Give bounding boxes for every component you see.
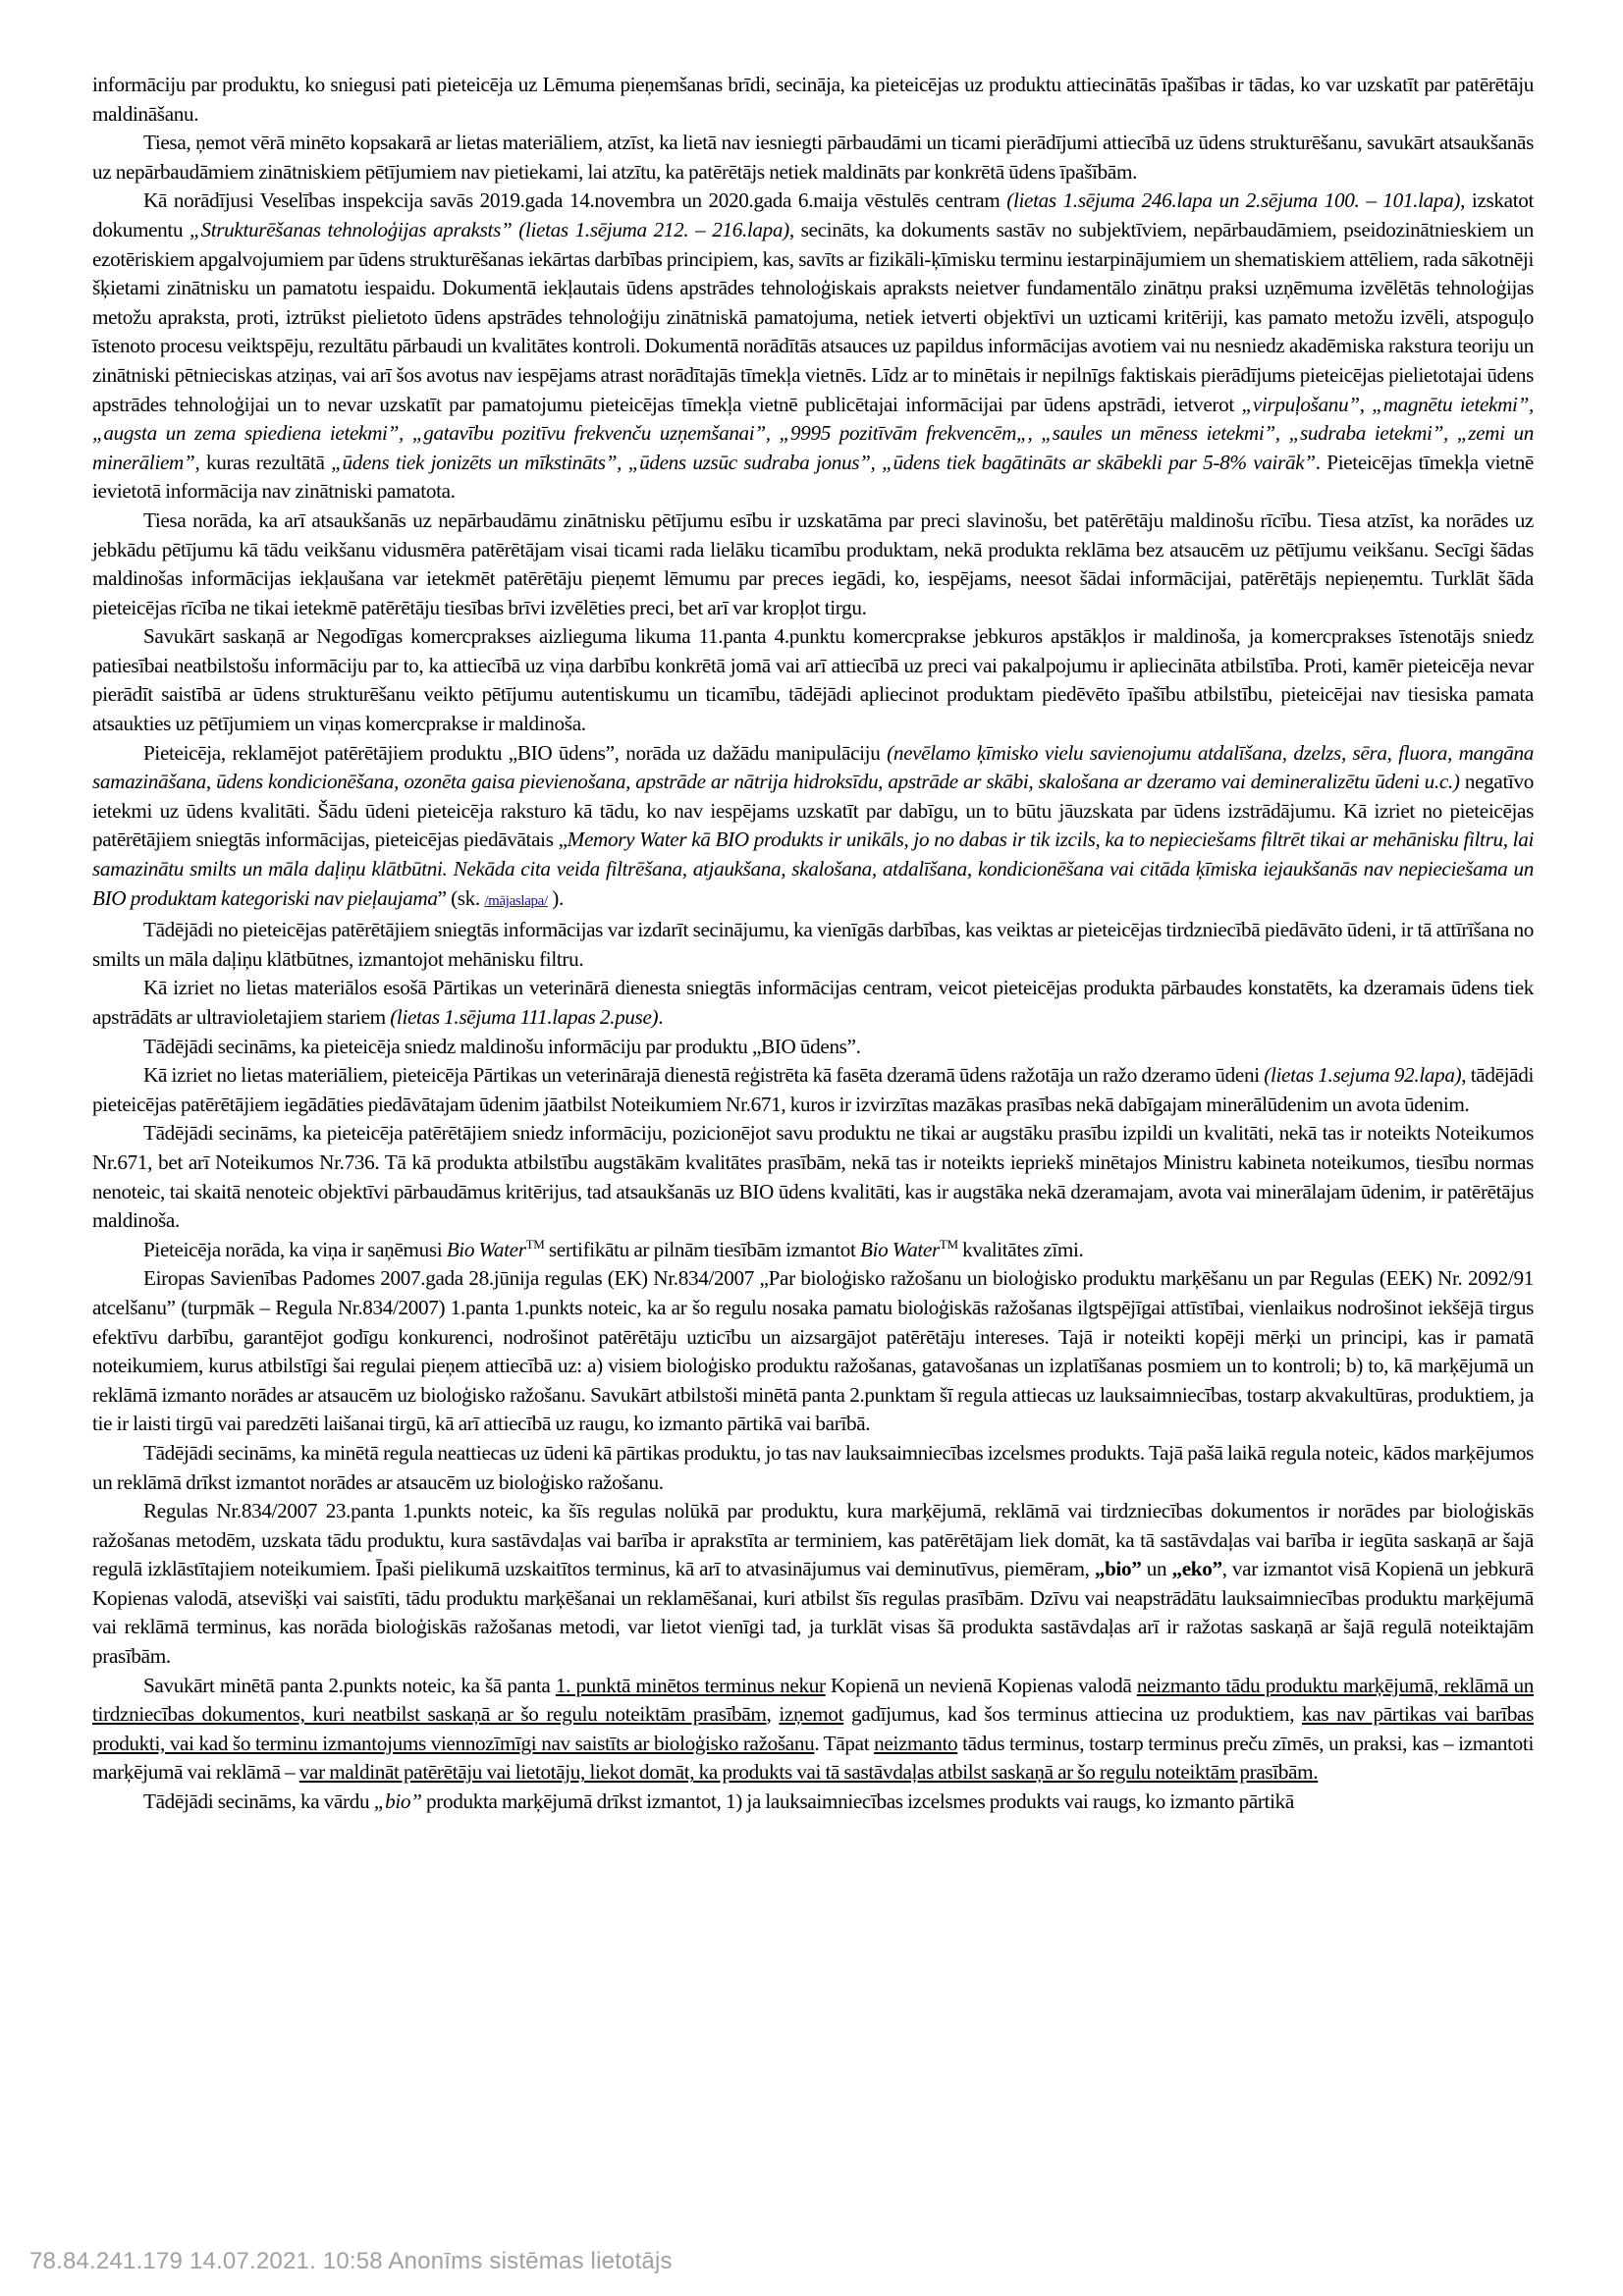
text-run: , var izmantot visā Kopienā un jebkurā Kopienas valodā, atsevišķi vai saistīti, tādu produktu marķēšanai un reklamēšanai, kuri atbilst šīs regulas prasībām. Dzīvu vai neapstrādātu lauksaimniecības produktu marķējumā vai reklāmā terminus, kas norāda bioloģiskās ražošanas metodi, var lietot vienīgi tad, ja turklāt visas šā produkta sastāvdaļas arī ir ražotas saskaņā ar šajā regulā noteiktajām prasībām. [92, 1557, 1534, 1669]
text-run: , kuras rezultātā [194, 450, 332, 474]
text-run: negatīvo ietekmi uz ūdens kvalitāti. Šādu ūdeni pieteicēja raksturo kā tādu, ko nav iespējams uzskatīt par dabīgu, un to būtu jāuzskata par ūdens izstrādājumu. Kā izriet no pieteicējas patērētājiem sniegtās informācijas, pieteicējas piedāvātais „ [92, 770, 1535, 852]
text-run: ). [547, 885, 564, 910]
text-run: ” (sk. [437, 885, 485, 910]
text-run: (lietas 1.sejuma 92.lapa) [1264, 1063, 1462, 1088]
text-run: Bio Water [446, 1237, 526, 1261]
text-run: TM [939, 1236, 958, 1252]
text-run: Kā izriet no lietas materiāliem, pieteicēja Pārtikas un veterinārajā dienestā reģistrēta kā fasēta dzeramā ūdens ražotāja un ražo dzeramo ūdeni [143, 1063, 1265, 1088]
text-run: Kā norādījusi Veselības inspekcija savās 2019.gada 14.novembra un 2020.gada 6.maija vēstulēs centram [143, 188, 1007, 213]
paragraph [92, 1236, 1534, 1265]
text-run: Tiesa norāda, ka arī atsaukšanās uz nepārbaudāmu zinātnisku pētījumu esību ir uzskatāma par preci slavinošu, bet patērētāju maldinošu rīcību. Tiesa atzīst, ka norādes uz jebkādu pētījumu kā tādu veikšanu vidusmēra patērētājam visai ticami rada lielāku ticamību produktam, nekā produkta reklāma bez atsaucēm uz pētījumu veikšanu. Secīgi šādas maldinošas informācijas iekļaušana var ietekmēt patērētāju pieņemt lēmumu par preces iegādi, ko, iespējams, neesot šādai informācijai, patērētājs nepieņemtu. Turklāt šāda pieteicējas rīcība ne tikai ietekmē patērētāju tiesības brīvi izvēlēties preci, bet arī var kropļot tirgu. [92, 507, 1534, 619]
text-run: . Pieteicējas tīmekļa vietnē ievietotā informācija nav zinātniski pamatota. [92, 450, 1534, 504]
paragraph [92, 739, 1534, 917]
text-run: Tādējādi secināms, ka minētā regula neattiecas uz ūdeni kā pārtikas produktu, jo tas nav lauksaimniecības izcelsmes produkts. Tajā pašā laikā regula noteic, kādos marķējumos un reklāmā drīkst izmantot norādes ar atsaucēm uz bioloģisko ražošanu. [92, 1440, 1534, 1494]
text-run: un [1141, 1557, 1172, 1581]
text-run: Kopienā un nevienā Kopienas valodā [825, 1673, 1137, 1697]
text-run: gadījumus, kad šos terminus attiecina uz produktiem, [843, 1702, 1303, 1727]
paragraph [92, 187, 1534, 507]
text-run: Regulas Nr.834/2007 23.panta 1.punkts noteic, ka šīs regulas nolūkā par produktu, kura marķējumā, reklāmā vai tirdzniecības dokumentos ir norādes par bioloģiskās ražošanas metodēm, uzskata tādu produktu, kura sastāvdaļas vai barība ir aprakstīta ar terminiem, kas patērētājam liek domāt, ka tā sastāvdaļas vai barība ir iegūta saskaņā ar šajā regulā izklāstītajiem noteikumiem. Īpaši pielikumā uzskaitītos terminus, kā arī to atvasinājumus vai deminutīvus, piemēram, [92, 1499, 1534, 1581]
text-run: Tādējādi secināms, ka pieteicēja sniedz maldinošu informāciju par produktu „BIO ūdens”. [143, 1034, 861, 1058]
paragraph [92, 1264, 1534, 1439]
text-run: Memory Water kā BIO produkts ir unikāls, jo no dabas ir tik izcils, ka to nepieciešams filtrēt tikai ar mehānisku filtru, lai samazinātu smilts un māla daļiņu klātbūtni. Nekāda cita veida filtrēšana, atjaukšana, skalošana, atdalīšana, kondicionēšana vai citāda ķīmiska iejaukšanās nav nepieciešama un BIO produktam kategoriski nav pieļaujama [92, 828, 1534, 910]
text-run: sertifikātu ar pilnām tiesībām izmantot [544, 1237, 860, 1261]
text-run: neizmanto tādu produktu marķējumā, reklāmā un tirdzniecības dokumentos, kuri neatbilst saskaņā ar šo regulu noteiktām prasībām [92, 1673, 1534, 1727]
text-run: „bio” [373, 1789, 422, 1814]
text-run: Tādējādi secināms, ka pieteicēja patērētājiem sniedz informāciju, pozicionējot savu produktu ne tikai ar augstāku prasību izpildi un kvalitāti, nekā tas ir noteikts Noteikumos Nr.671, bet arī Noteikumos Nr.736. Tā kā produkta atbilstību augstākām kvalitātes prasībām, nekā tas ir noteikts iepriekš minētajos Ministru kabineta noteikumos, tiesību normas nenotеic, tai skaitā nenoteic objektīvi pārbaudāmus kritērijus, tad atsaukšanās uz BIO ūdens kvalitāti, kas ir augstāka nekā dzeramajam, avota vai minerālajam ūdenim, ir patērētājus maldinoša. [92, 1121, 1534, 1233]
text-run: Pieteicēja, reklamējot patērētājiem produktu „BIO ūdens”, norāda uz dažādu manipulāciju [143, 740, 888, 765]
text-run: . [658, 1005, 664, 1029]
paragraph [92, 916, 1534, 974]
text-run: Tādējādi secināms, ka vārdu [143, 1789, 374, 1814]
text-run: „eko” [1171, 1557, 1222, 1581]
paragraph [92, 1439, 1534, 1497]
text-run: secināts, ka dokuments sastāv no subjektīviem, nepārbaudāmiem, pseidozinātnieskiem un ezotēriskiem apgalvojumiem par ūdens strukturēšanas iekārtas darbības principiem, kas, savīts ar fizikāli-ķīmisku terminu iestarpinājumiem un shematiskiem attēliem, rada sākotnēji šķietami zinātnisku un pamatotu iespaidu. Dokumentā iekļautais ūdens apstrādes tehnoloģiskais apraksts neietver fundamentālo zinātņu praksi uzņēmuma izvēlētās tehnoloģijas metožu apraksta, proti, iztrūkst pielietoto ūdens apstrādes tehnoloģiju zinātniskā pamatojuma, netiek ietverti objektīvi un uzticami kritēriji, kas pamato metožu izvēli, atspoguļo īstenoto procesu veiktspēju, rezultātu pārbaudi un kvalitātes kontroli. Dokumentā norādītās atsauces uz papildus informācijas avotiem vai nu nesniedz akadēmiska rakstura teoriju un zinātniski pētnieciskas atziņas, vai arī šos avotus nav iespējams atrast norādītajās tīmekļa vietnēs. Līdz ar to minētais ir nepilnīgs faktiskais pierādījums pieteicējas pielietotajai ūdens apstrādes tehnoloģijai un to nevar uzskatīt par pamatojumu pieteicējas tīmekļa vietnē publicētajai informācijai par ūdens apstrādi, ietverot [92, 217, 1534, 416]
paragraph [92, 507, 1534, 622]
text-run: kas nav pārtikas vai barības produkti, vai kad šo terminu izmantojums viennozīmīgi nav saistīts ar bioloģisko ražošanu [92, 1702, 1535, 1755]
text-run: , izskatot dokumentu [92, 188, 1535, 241]
text-run: Kā izriet no lietas materiālos esošā Pārtikas un veterinārā dienesta sniegtās informācijas centram, veicot pieteicējas produkta pārbaudes konstatēts, ka dzeramais ūdens tiek apstrādāts ar ultravioletajiem stariem [92, 976, 1534, 1029]
text-run: „bio” [1094, 1557, 1142, 1581]
paragraph [92, 1788, 1534, 1817]
text-run: „virpuļošanu”, „magnētu ietekmi”, „augsta un zema spiediena ietekmi”, „gatavību pozitīvu frekvenču uzņemšanai”, „9995 pozitīvām frekvencēm„, „saules un mēness ietekmi”, „sudraba ietekmi”, „zemi un minerāliem” [92, 392, 1534, 474]
text-run: „Strukturēšanas tehnoloģijas apraksts” (lietas 1.sējuma 212. – 216.lapa), [189, 217, 794, 241]
text-run: Tiesa, ņemot vērā minēto kopsakarā ar lietas materiāliem, atzīst, ka lietā nav iesniegti pārbaudāmi un ticami pierādījumi attiecībā uz ūdens strukturēšanu, savukārt atsaukšanās uz nepārbaudāmiem zinātniskiem pētījumiem nav pietiekami, lai atzītu, ka patērētājs netiek maldināts par konkrētā ūdens īpašībām. [92, 131, 1534, 184]
text-run: neizmanto [874, 1731, 958, 1755]
paragraph [92, 1672, 1534, 1788]
text-run: Eiropas Savienības Padomes 2007.gada 28.jūnija regulas (EK) Nr.834/2007 „Par bioloģisko ražošanu un bioloģisko produktu marķēšanu un par Regulas (EEK) Nr. 2092/91 atcelšanu” (turpmāk – Regula Nr.834/2007) 1.panta 1.punkts noteic, ka ar šo regulu nosaka pamatu bioloģiskās ražošanas ilgtspējīgai attīstībai, vienlaikus nodrošinot iekšējā tirgus efektīvu darbību, garantējot godīgu konkurenci, nodrošinot patērētāju uzticību un aizsargājot patērētāju intereses. Tajā ir noteikti kopēji mērķi un principi, kas ir pamatā noteikumiem, kurus atbilstīgi šai regulai pieņem attiecībā uz: a) visiem bioloģisko produktu ražošanas, gatavošanas un izplatīšanas posmiem un to kontroli; b) to, kā marķējumā un reklāmā izmanto norādes ar atsaucēm uz bioloģisko ražošanu. Savukārt atbilstoši minētā panta 2.punktam šī regula attiecas uz lauksaimniecības, tostarp akvakultūras, produktiem, ja tie ir laisti tirgū vai paredzēti laišanai tirgū, kā arī attiecībā uz raugu, ko izmanto pārtikā vai barībā. [92, 1266, 1534, 1436]
paragraph [92, 622, 1534, 738]
text-run: (lietas 1.sējuma 111.lapas 2.puse) [390, 1005, 659, 1029]
text-run: kvalitātes zīmi. [957, 1237, 1084, 1261]
paragraph [92, 1119, 1534, 1235]
text-run: informāciju par produktu, ko sniegusi pati pieteicēja uz Lēmuma pieņemšanas brīdi, secināja, ka pieteicējas uz produktu attiecinātās īpašības ir tādas, ko var uzskatīt par patērētāju maldināšanu. [92, 73, 1534, 126]
paragraph [92, 1033, 1534, 1062]
document-body [92, 71, 1534, 1817]
paragraph [92, 974, 1534, 1032]
text-run: Bio Water [859, 1237, 940, 1261]
text-run: izņemot [779, 1702, 844, 1727]
text-run: Savukārt minētā panta 2.punkts noteic, ka šā panta [143, 1673, 556, 1697]
text-run: , [766, 1702, 780, 1727]
paragraph [92, 129, 1534, 187]
website-link[interactable]: /mājaslapa/ [484, 892, 548, 909]
text-run: Tādējādi no pieteicējas patērētājiem sniegtās informācijas var izdarīt secinājumu, ka vienīgās darbības, kas veiktas ar pieteicējas tirdzniecībā piedāvāto ūdeni, ir tā attīrīšana no smilts un māla daļiņu klātbūtnes, izmantojot mehānisku filtru. [92, 918, 1534, 971]
paragraph [92, 1497, 1534, 1672]
text-run: var maldināt patērētāju vai lietotāju, liekot domāt, ka produkts vai tā sastāvdaļas atbilst saskaņā ar šo regulu noteiktām prasībām. [298, 1760, 1319, 1785]
text-run: (nevēlamo ķīmisko vielu savienojumu atdalīšana, dzelzs, sēra, fluora, mangāna samazināšana, ūdens kondicionēšana, ozonēta gaisa pievienošana, apstrāde ar nātrija hidroksīdu, apstrāde ar skābi, skalošana ar dzeramo vai demineralizētu ūdeni u.c.) [92, 740, 1534, 794]
text-run: TM [525, 1236, 545, 1252]
text-run: „ūdens tiek jonizēts un mīkstināts”, „ūdens uzsūc sudraba jonus”, „ūdens tiek bagātināts ar skābekli par 5-8% vairāk” [331, 450, 1316, 474]
text-run: produkta marķējumā drīkst izmantot, 1) ja lauksaimniecības izcelsmes produkts vai raugs, ko izmanto pārtikā [421, 1789, 1294, 1814]
text-run: (lietas 1.sējuma 246.lapa un 2.sējuma 100. – 101.lapa) [1006, 188, 1461, 213]
text-run: tādus terminus, tostarp terminus preču zīmēs, un praksi, kas – izmantoti marķējumā vai reklāmā – [92, 1731, 1534, 1785]
text-run: Savukārt saskaņā ar Negodīgas komercprakses aizlieguma likuma 11.panta 4.punktu komercprakse jebkuros apstākļos ir maldinoša, ja komercprakses īstenotājs sniedz patiesībai neatbilstošu informāciju par to, ka attiecībā uz viņa darbību konkrētā jomā vai arī attiecībā uz preci vai pakalpojumu ir apliecināta atbilstība. Proti, kamēr pieteicēja nevar pierādīt saistībā ar ūdens strukturēšanu veikto pētījumu autentiskumu un ticamību, tādējādi apliecinot produktam piedēvēto īpašību atbilstību, pieteicējai nav tiesiska pamata atsaukties uz pētījumiem un viņas komercprakse ir maldinoša. [92, 624, 1534, 736]
text-run: , tādējādi pieteicējas patērētājiem iegādāties piedāvātajam ūdenim jāatbilst Noteikumiem Nr.671, kuros ir izvirzītas mazākas prasības nekā dabīgajam minerālūdenim un avota ūdenim. [92, 1063, 1535, 1116]
text-run: Pieteicēja norāda, ka viņa ir saņēmusi [143, 1237, 447, 1261]
paragraph [92, 1061, 1534, 1119]
page-footer: 78.84.241.179 14.07.2021. 10:58 Anonīms sistēmas lietotājs [29, 2248, 673, 2274]
text-run: . Tāpat [814, 1731, 875, 1755]
paragraph [92, 71, 1534, 129]
text-run: 1. punktā minētos terminus nekur [555, 1673, 826, 1697]
